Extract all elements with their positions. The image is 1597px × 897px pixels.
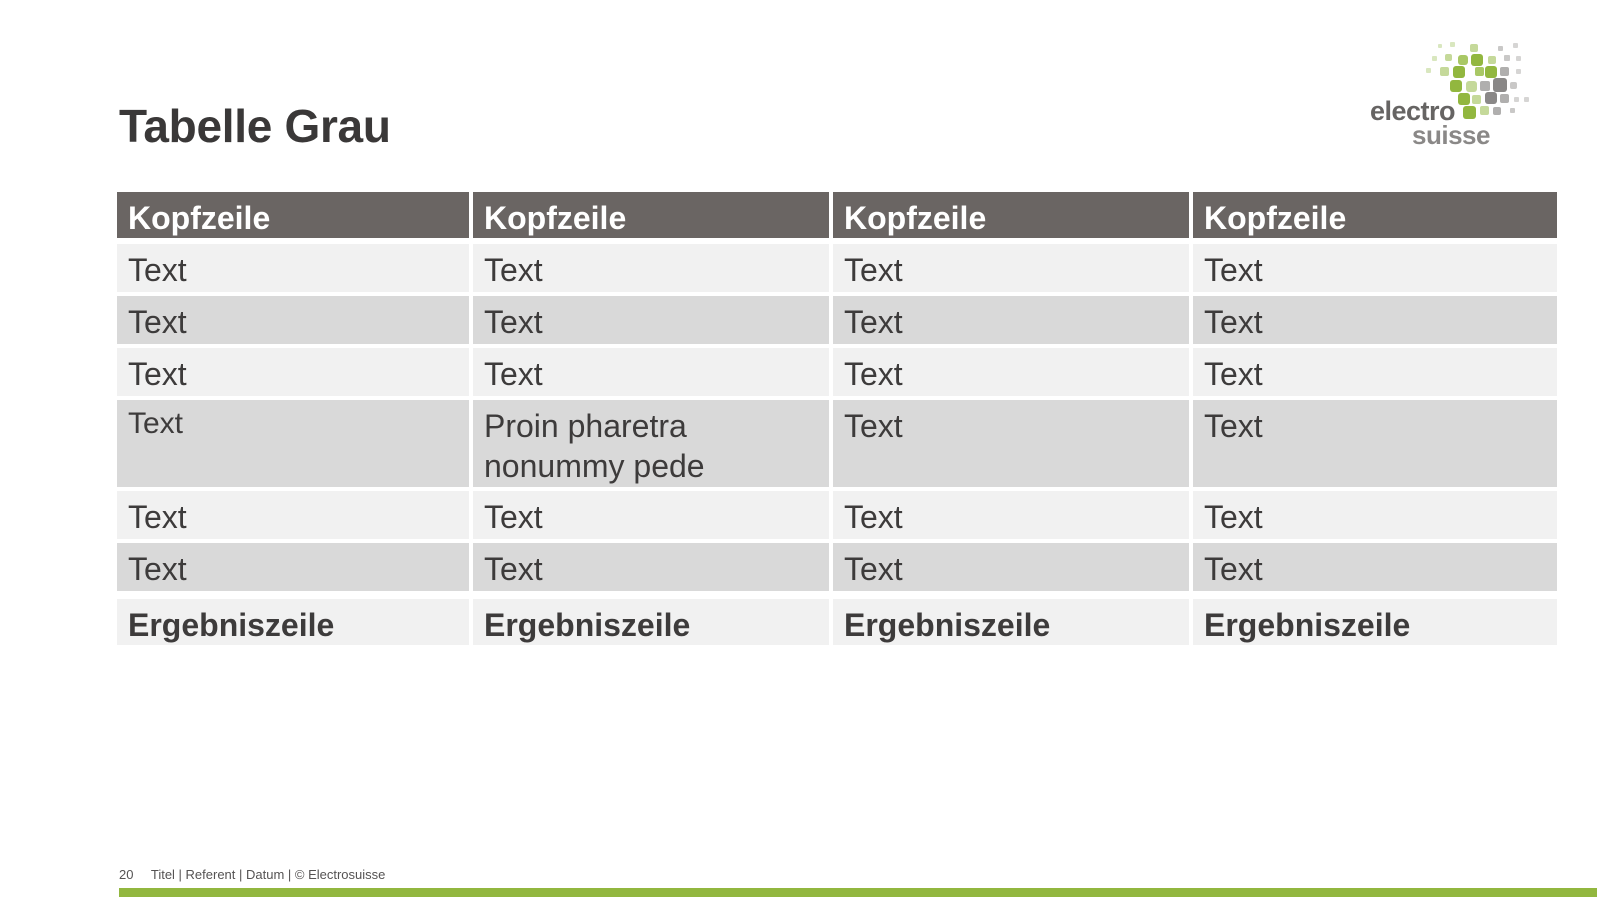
footer-accent-bar xyxy=(119,888,1597,897)
logo-text-suisse: suisse xyxy=(1412,120,1490,150)
data-table xyxy=(117,192,1557,649)
table-row xyxy=(117,348,1557,400)
table-cell: Text xyxy=(1193,296,1557,348)
table-cell: Text xyxy=(1193,491,1557,543)
table-cell: Text xyxy=(117,491,473,543)
table-cell: Text xyxy=(833,491,1193,543)
table-cell: Text xyxy=(117,348,473,400)
electrosuisse-logo xyxy=(1370,40,1560,150)
slide-title: Tabelle Grau xyxy=(119,100,391,152)
table-cell: Text xyxy=(473,296,833,348)
table-header-row xyxy=(117,192,1557,244)
table-cell: Text xyxy=(473,543,833,595)
table-cell: Text xyxy=(833,543,1193,595)
table-cell: Text xyxy=(473,348,833,400)
table-cell: Text xyxy=(833,348,1193,400)
result-cell: Ergebniszeile xyxy=(1193,595,1557,649)
logo-text-electro: electro xyxy=(1370,96,1456,126)
header-cell: Kopfzeile xyxy=(833,192,1193,244)
table-cell: Text xyxy=(117,400,473,491)
table-cell: Proin pharetra nonummy pede xyxy=(473,400,833,491)
table-row xyxy=(117,400,1557,491)
slide-footer xyxy=(119,867,385,882)
table-cell: Text xyxy=(473,491,833,543)
table-cell: Text xyxy=(1193,244,1557,296)
result-cell: Ergebniszeile xyxy=(117,595,473,649)
header-cell: Kopfzeile xyxy=(1193,192,1557,244)
table-row xyxy=(117,296,1557,348)
table-cell: Text xyxy=(1193,543,1557,595)
table-row xyxy=(117,543,1557,595)
table-result-row xyxy=(117,595,1557,649)
page-number: 20 xyxy=(119,867,134,882)
table-cell: Text xyxy=(833,296,1193,348)
table-cell: Text xyxy=(1193,348,1557,400)
table-cell: Text xyxy=(833,400,1193,491)
header-cell: Kopfzeile xyxy=(473,192,833,244)
table-cell: Text xyxy=(833,244,1193,296)
header-cell: Kopfzeile xyxy=(117,192,473,244)
result-cell: Ergebniszeile xyxy=(473,595,833,649)
table-row xyxy=(117,491,1557,543)
table-cell: Text xyxy=(117,296,473,348)
table-cell: Text xyxy=(473,244,833,296)
table-cell: Text xyxy=(117,244,473,296)
table-row xyxy=(117,244,1557,296)
footer-text: Titel | Referent | Datum | © Electrosuisse xyxy=(150,867,386,882)
table-cell: Text xyxy=(117,543,473,595)
result-cell: Ergebniszeile xyxy=(833,595,1193,649)
table-cell: Text xyxy=(1193,400,1557,491)
